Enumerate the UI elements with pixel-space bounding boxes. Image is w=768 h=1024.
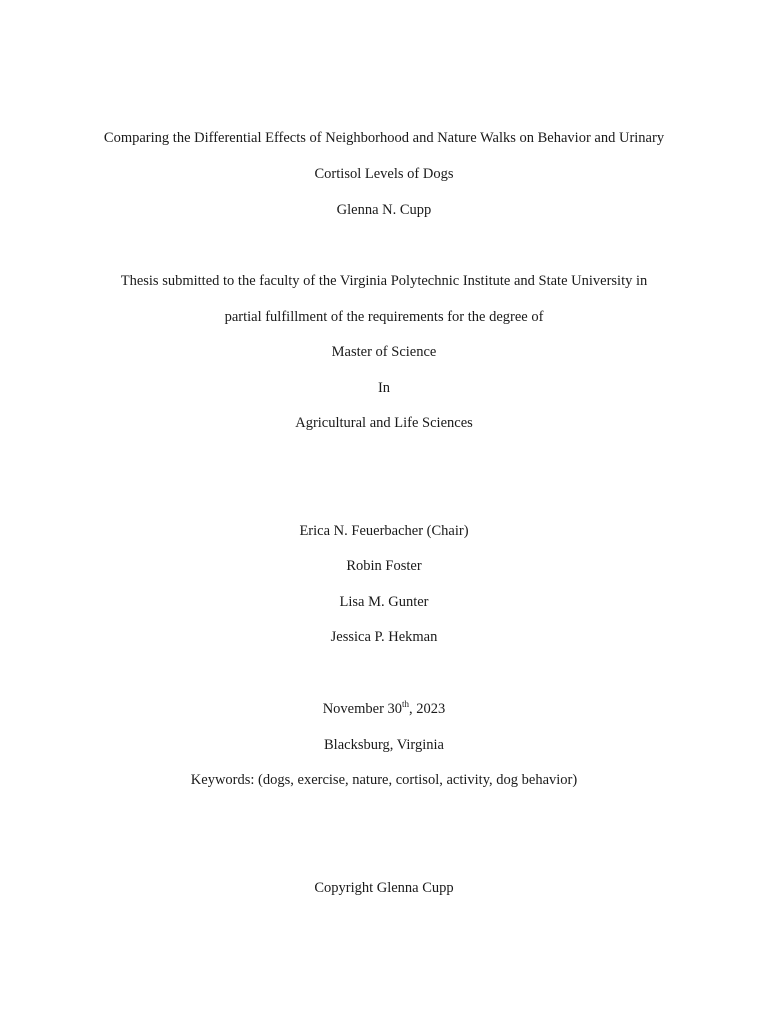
date-suffix: th <box>402 699 410 710</box>
committee-member: Lisa M. Gunter <box>339 594 429 610</box>
date-month-day: November 30 <box>322 701 403 717</box>
keywords: Keywords: (dogs, exercise, nature, cortisol, activity, dog behavior) <box>190 772 578 788</box>
copyright: Copyright Glenna Cupp <box>314 880 454 896</box>
submission-line-1: Thesis submitted to the faculty of the Virginia Polytechnic Institute and State University in <box>120 273 648 289</box>
committee-member: Robin Foster <box>346 558 422 574</box>
degree-name: Master of Science <box>331 344 437 360</box>
author-name: Glenna N. Cupp <box>336 202 432 218</box>
title-line-1: Comparing the Differential Effects of Neighborhood and Nature Walks on Behavior and Urinary <box>103 130 665 146</box>
degree-field: Agricultural and Life Sciences <box>295 415 473 431</box>
committee-member: Jessica P. Hekman <box>330 629 438 645</box>
committee-member-chair: Erica N. Feuerbacher (Chair) <box>299 523 469 539</box>
submission-line-2: partial fulfillment of the requirements for the degree of <box>224 309 544 325</box>
degree-in: In <box>377 380 391 396</box>
location: Blacksburg, Virginia <box>324 737 444 753</box>
submission-date <box>0 700 768 718</box>
title-line-2: Cortisol Levels of Dogs <box>314 166 454 182</box>
date-year: , 2023 <box>409 701 446 717</box>
